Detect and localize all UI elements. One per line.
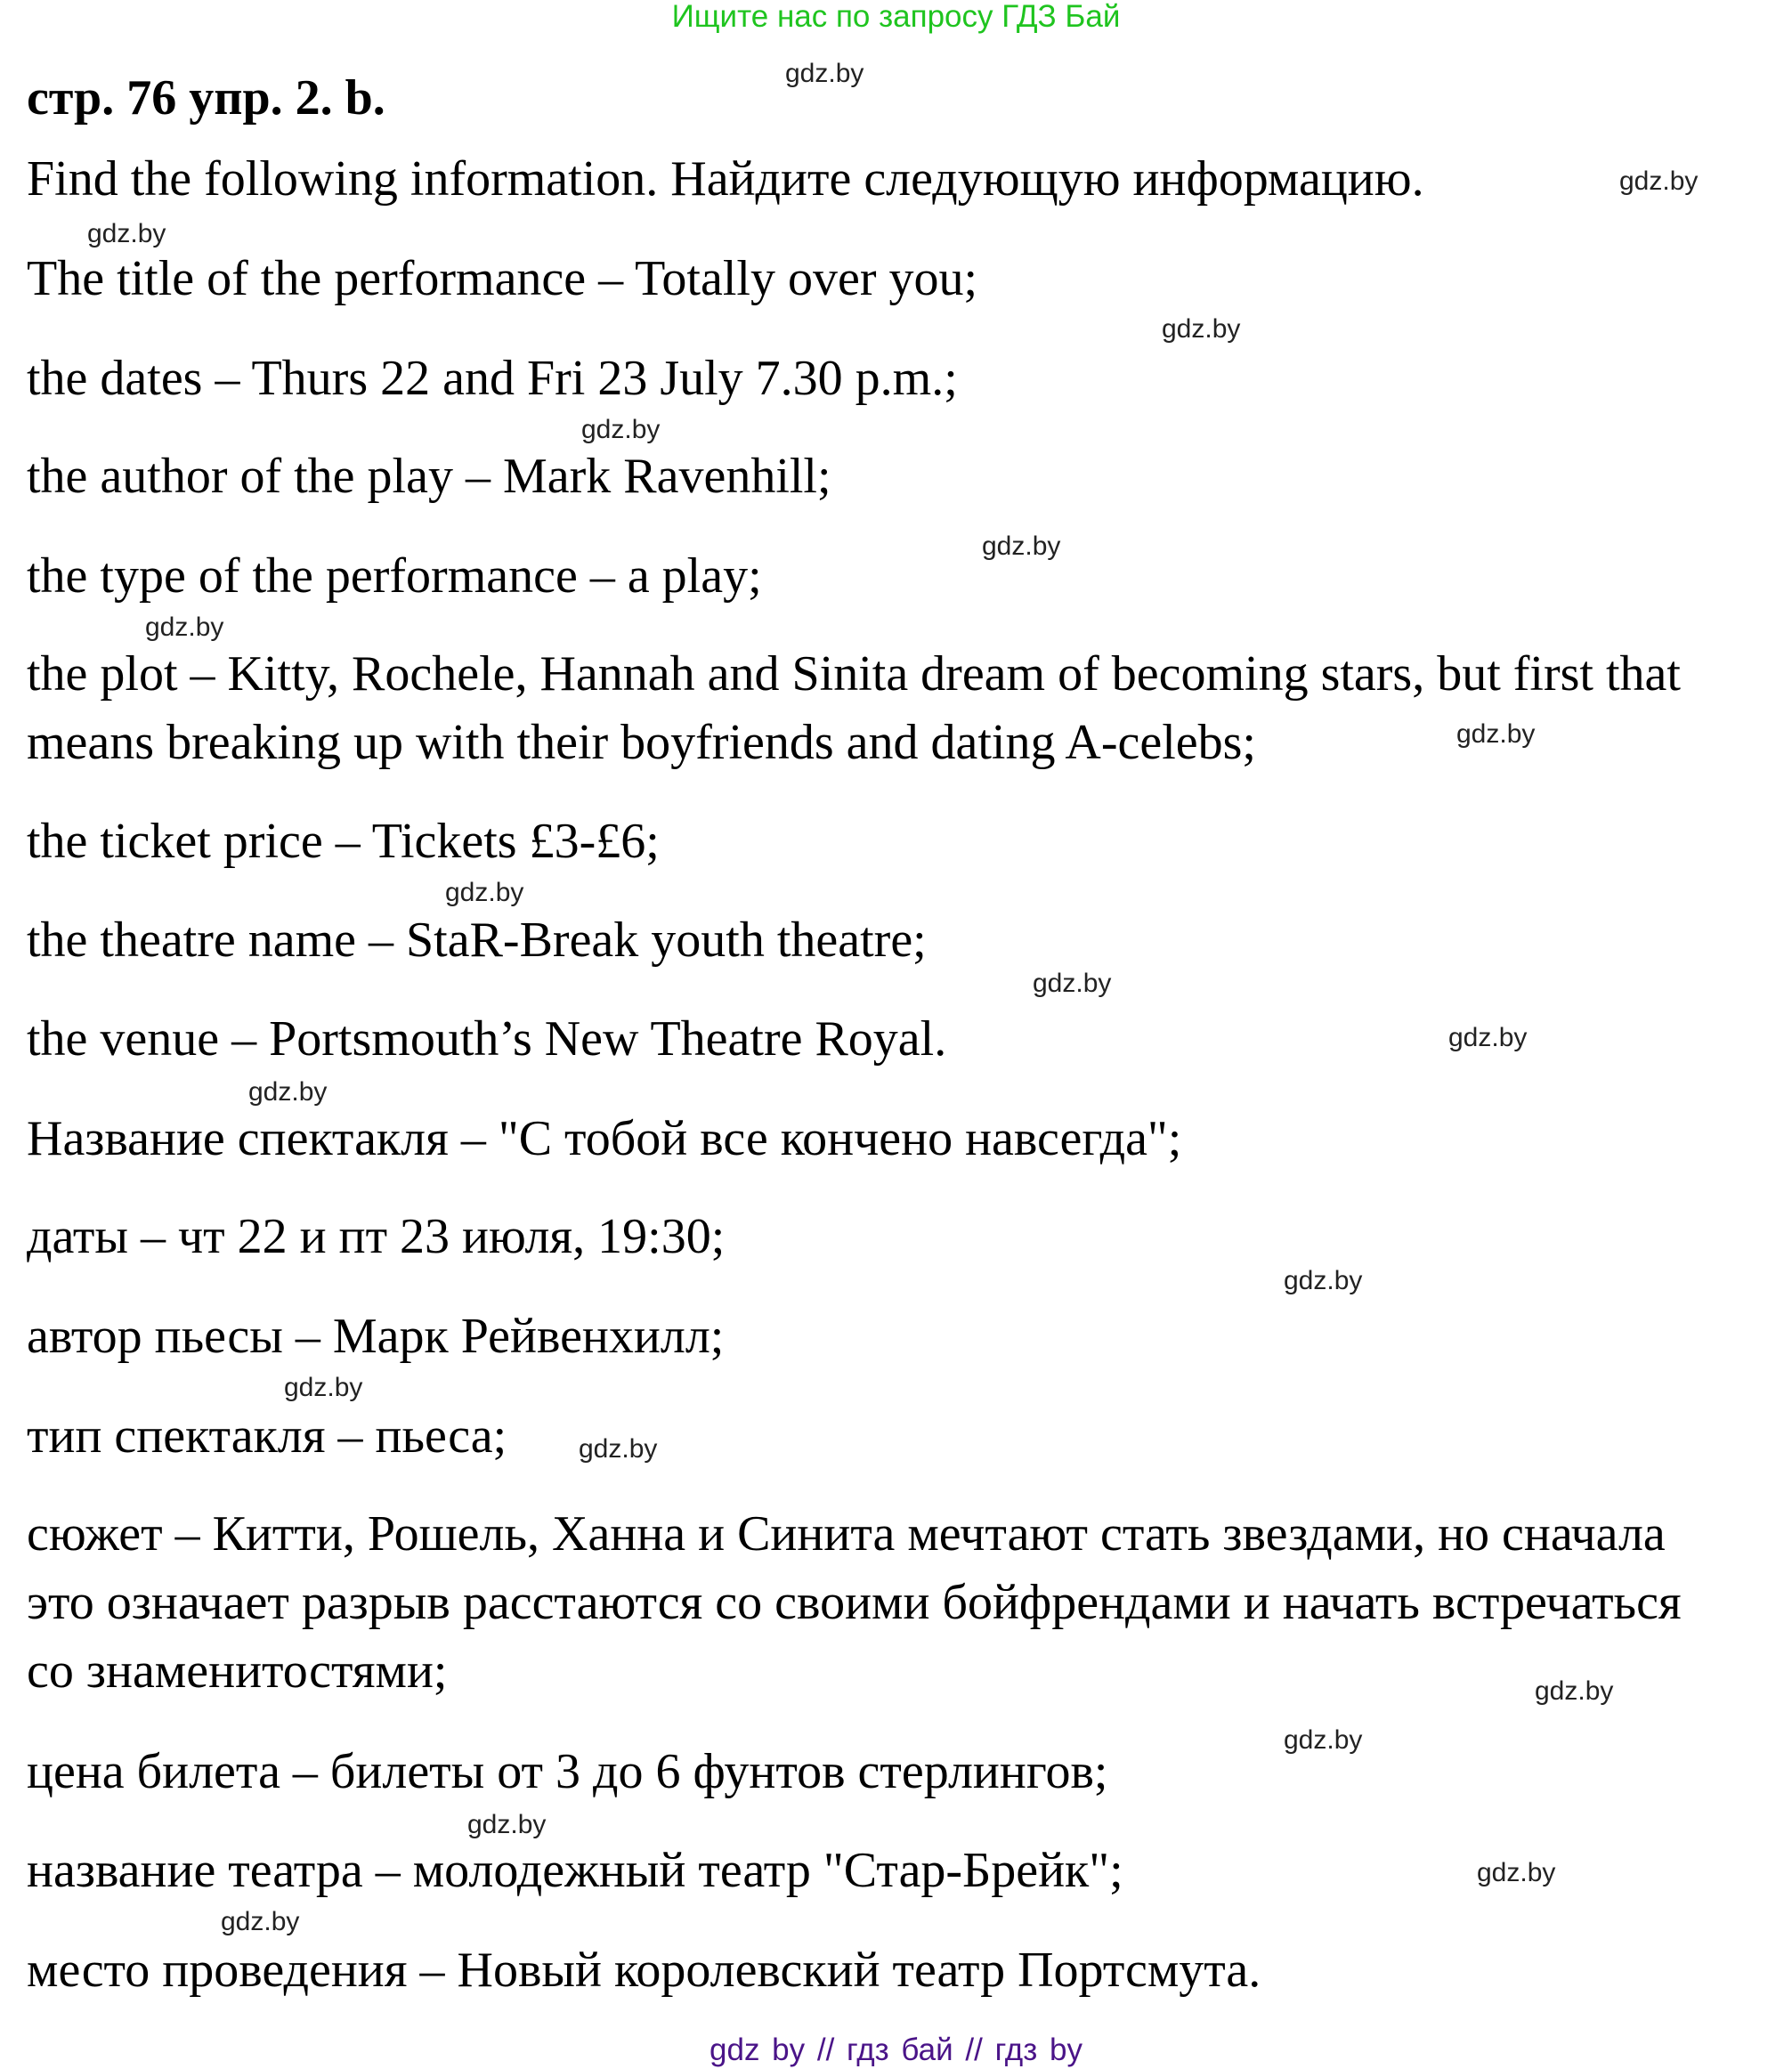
text-line: название театра – молодежный театр "Стар-Брейк"; — [27, 1843, 1123, 1898]
text-paragraph — [27, 1744, 1107, 1799]
text-line: Find the following information. Найдите следующую информацию. — [27, 151, 1424, 207]
watermark: gdz.by — [1535, 1676, 1614, 1706]
text-paragraph — [27, 1843, 1123, 1898]
text-line: место проведения – Новый королевский театр Портсмута. — [27, 1943, 1261, 1998]
footer-links: gdz by // гдз бай // гдз by — [710, 2032, 1082, 2067]
watermark: gdz.by — [87, 219, 166, 248]
text-line: Название спектакля – "С тобой все кончено навсегда"; — [27, 1111, 1182, 1166]
text-line: цена билета – билеты от 3 до 6 фунтов стерлингов; — [27, 1744, 1108, 1799]
watermark: gdz.by — [1619, 166, 1699, 196]
watermark: gdz.by — [248, 1077, 328, 1107]
text-paragraph — [27, 1309, 724, 1364]
text-paragraph — [27, 548, 762, 604]
text-line: the author of the play – Mark Ravenhill; — [27, 449, 831, 504]
text-paragraph — [27, 1111, 1181, 1166]
text-line: means breaking up with their boyfriends and dating A-celebs; — [27, 715, 1256, 770]
watermark: gdz.by — [581, 415, 661, 444]
text-paragraph — [27, 1209, 725, 1264]
watermark: gdz.by — [1033, 969, 1112, 998]
watermark: gdz.by — [1284, 1725, 1363, 1755]
text-line: the venue – Portsmouth’s New Theatre Royal. — [27, 1011, 947, 1067]
text-paragraph — [27, 646, 1681, 770]
text-paragraph — [27, 814, 660, 869]
watermark: gdz.by — [1477, 1858, 1556, 1887]
text-line: даты – чт 22 и пт 23 июля, 19:30; — [27, 1209, 726, 1264]
watermark: gdz.by — [221, 1907, 300, 1936]
watermark: gdz.by — [1456, 719, 1536, 749]
text-line: тип спектакля – пьеса; — [27, 1408, 507, 1464]
promo-banner: Ищите нас по запросу ГДЗ Бай — [671, 0, 1121, 34]
text-paragraph — [27, 1943, 1261, 1998]
text-line: the theatre name – StaR-Break youth theatre; — [27, 913, 927, 968]
text-line: со знаменитостями; — [27, 1643, 448, 1699]
text-line: the dates – Thurs 22 and Fri 23 July 7.30 p.m.; — [27, 351, 958, 406]
text-paragraph — [27, 1011, 946, 1067]
text-paragraph — [27, 913, 927, 968]
watermark: gdz.by — [145, 613, 224, 642]
watermark: gdz.by — [579, 1434, 658, 1464]
watermark: gdz.by — [445, 878, 524, 907]
watermark: gdz.by — [982, 531, 1061, 561]
text-line: the plot – Kitty, Rochele, Hannah and Sinita dream of becoming stars, but first that — [27, 646, 1681, 702]
text-paragraph — [27, 251, 977, 306]
text-paragraph — [27, 351, 958, 406]
watermark: gdz.by — [1284, 1266, 1363, 1295]
text-line: The title of the performance – Totally over you; — [27, 251, 978, 306]
watermark: gdz.by — [1162, 314, 1241, 344]
text-paragraph — [27, 151, 1424, 207]
text-line: это означает разрыв расстаются со своими бойфрендами и начать встречаться — [27, 1575, 1682, 1630]
watermark: gdz.by — [467, 1810, 547, 1839]
text-line: the type of the performance – a play; — [27, 548, 762, 604]
text-paragraph — [27, 449, 831, 504]
text-paragraph — [27, 1506, 1682, 1699]
text-line: автор пьесы – Марк Рейвенхилл; — [27, 1309, 725, 1364]
watermark: gdz.by — [284, 1373, 363, 1402]
text-line: сюжет – Китти, Рошель, Ханна и Синита мечтают стать звездами, но сначала — [27, 1506, 1666, 1562]
watermark: gdz.by — [785, 59, 864, 88]
watermark: gdz.by — [1448, 1023, 1528, 1052]
text-paragraph — [27, 1408, 507, 1464]
text-line: the ticket price – Tickets £3-£6; — [27, 814, 660, 869]
page-title: стр. 76 упр. 2. b. — [27, 70, 385, 126]
